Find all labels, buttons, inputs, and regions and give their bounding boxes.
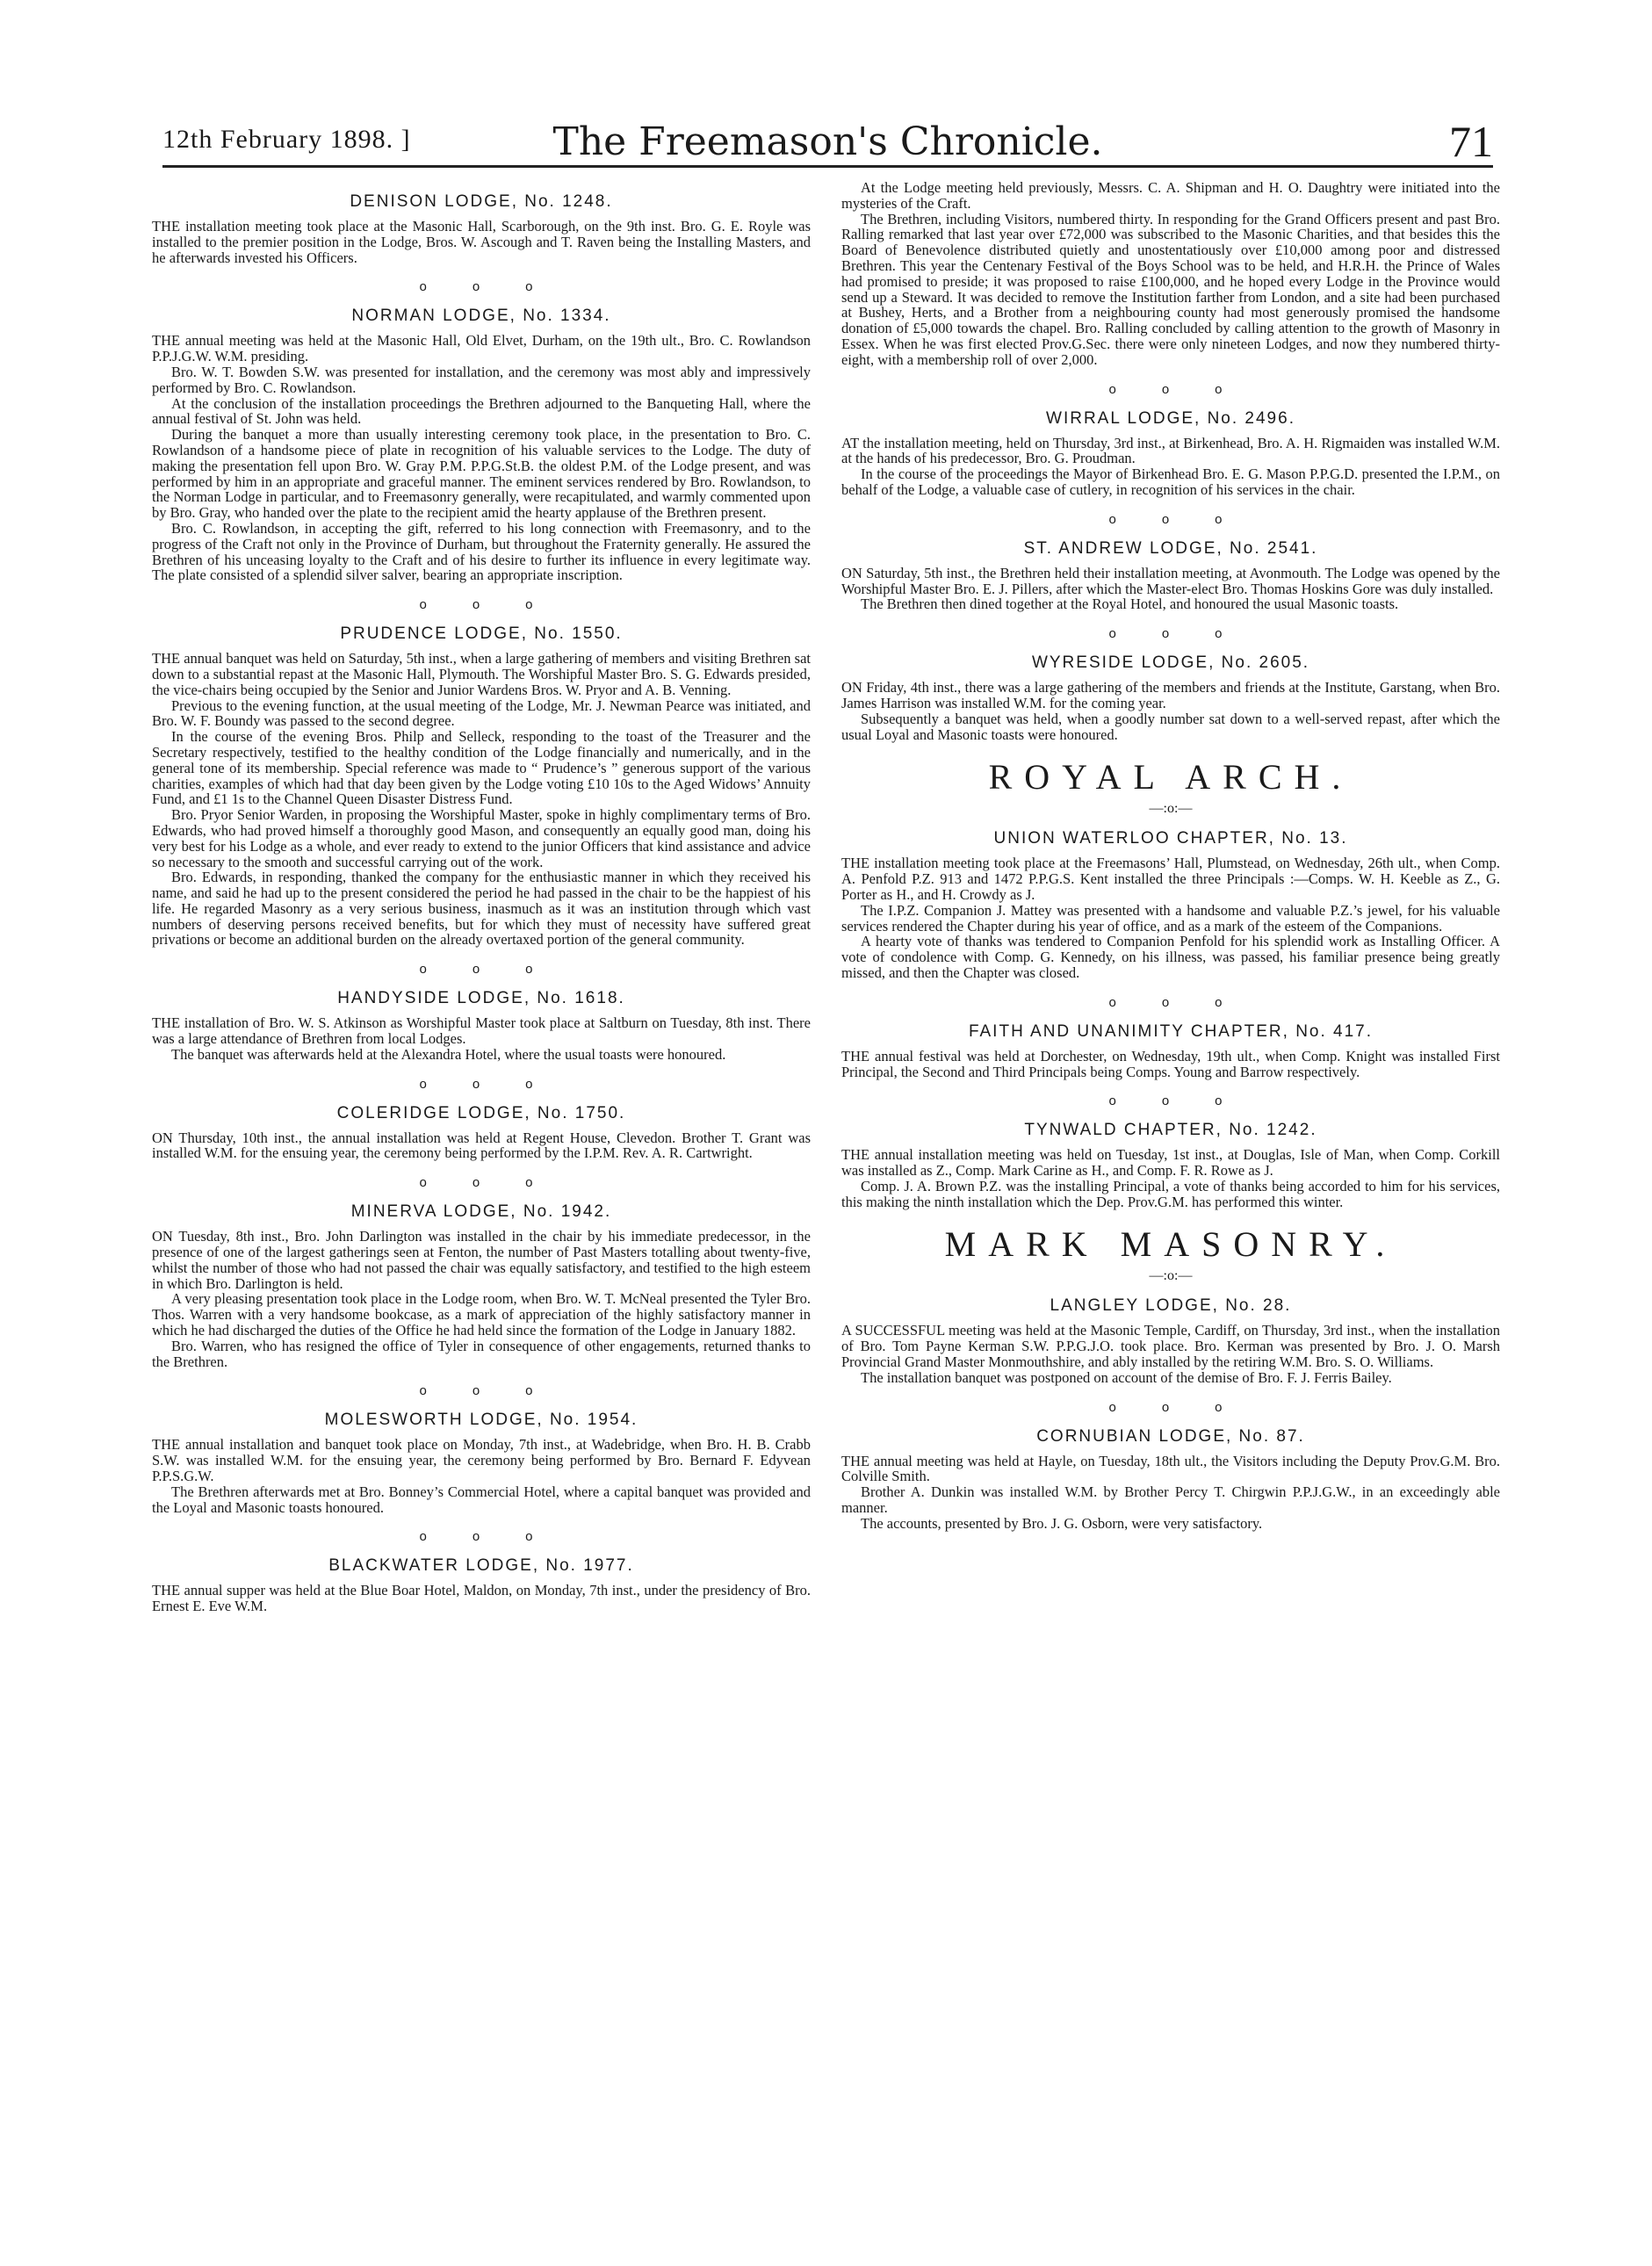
left-column [152,180,811,1614]
article-paragraph: A SUCCESSFUL meeting was held at the Masonic Temple, Cardiff, on Thursday, 3rd inst., when the installation of Bro. Tom Payne Kerman S.W. P.P.G.J.O. took place. Bro. Kerman was presented by Bro. J. O. Marsh Provincial Grand Master Monmouthshire, and ably installed by the retiring W.M. Bro. S. O. Williams. [841,1322,1500,1371]
lodge-heading: TYNWALD CHAPTER, No. 1242. [1024,1121,1317,1140]
article-paragraph: ON Thursday, 10th inst., the annual installation was held at Regent House, Clevedon. Brother T. Grant was installed W.M. for the ensuing year, the ceremony being performed by the I.P.M. Rev. A. R. Cartwright. [152,1129,811,1162]
article-paragraph: ON Saturday, 5th inst., the Brethren held their installation meeting, at Avonmouth. The Lodge was opened by the Worshipful Master Bro. E. J. Pillers, after which the Master-elect Bro. Thomas Hoskins Gore was duly installed. [841,564,1500,597]
section-divider: ooo [419,1175,579,1191]
section-divider: ooo [419,962,579,978]
article-paragraph: THE annual meeting was held at Hayle, on Tuesday, 18th ult., the Visitors including the Deputy Prov.G.M. Bro. Colville Smith. [841,1452,1500,1485]
article-paragraph: During the banquet a more than usually interesting ceremony took place, in the presentation to Bro. C. Rowlandson of a handsome piece of plate in recognition of his valuable services to the Lodge. The duty of making the presentation fell upon Bro. W. Gray P.M. P.P.G.St.B. the oldest P.M. of the Lodge present, and was performed by him in an appropriate and graceful manner. The eminent services rendered by Bro. Rowlandson, to the Norman Lodge in particular, and to Freemasonry generally, were recapitulated, and warmly commented upon by Bro. Gray, who handed over the plate to the recipient amid the hearty applause of the Brethren present. [152,426,811,522]
lodge-heading: UNION WATERLOO CHAPTER, No. 13. [993,829,1348,848]
article-paragraph: A hearty vote of thanks was tendered to Companion Penfold for his splendid work as Installing Officer. A vote of condolence with Comp. G. Kennedy, on his illness, was passed, his familiar presence being greatly missed, and then the Chapter was closed. [841,933,1500,981]
article-paragraph: The installation banquet was postponed on account of the demise of Bro. F. J. Ferris Bailey. [861,1368,1392,1386]
article-paragraph: Bro. W. T. Bowden S.W. was presented for installation, and the ceremony was most ably and impressively performed by Bro. C. Rowlandson. [152,363,811,396]
article-paragraph: A very pleasing presentation took place in the Lodge room, when Bro. W. T. McNeal presented the Tyler Bro. Thos. Warren with a very handsome bookcase, as a mark of appreciation of the highly satisfactory manner in which he had discharged the duties of the Office he had held since the formation of the Lodge in January 1882. [152,1290,811,1339]
article-paragraph: In the course of the proceedings the Mayor of Birkenhead Bro. E. G. Mason P.P.G.D. presented the I.P.M., on behalf of the Lodge, a valuable case of cutlery, in recognition of his services in the chair. [841,465,1500,498]
article-section [841,995,1500,1080]
article-paragraph: The Brethren, including Visitors, numbered thirty. In responding for the Grand Officers present and past Bro. Ralling remarked that last year over £72,000 was subscribed to the Masonic Charities, and that besides this the Board of Benevolence distributed quietly and unostentatiously over £10,000 among poor and distressed Brethren. This year the Centenary Festival of the Boys School was to be held, and H.R.H. the Prince of Wales had promised to preside; it was proposed to raise £100,000, and he hoped every Lodge in the Province would send up a Steward. It was decided to remove the Institution farther from London, and a site had been purchased at Bushey, Herts, and a Brother from a neighbouring county had most generously promised the handsome donation of £5,000 towards the chapel. Bro. Ralling concluded by calling attention to the growth of Masonry in Essex. When he was first elected Prov.G.Sec. there were only nineteen Lodges, and now they numbered thirty-eight, with a membership roll of over 2,000. [841,210,1500,368]
article-section [841,1093,1500,1209]
lodge-heading: CORNUBIAN LODGE, No. 87. [1036,1426,1305,1446]
article-section [841,180,1500,368]
article-section [841,1296,1500,1385]
article-paragraph: In the course of the evening Bros. Philp and Selleck, responding to the toast of the Treasurer and the Secretary respectively, testified to the healthy condition of the Lodge financially and numerically, and in the general tone of its membership. Special reference was made to “ Prudence’s ” generous support of the various charities, examples of which had that day been given by the Lodge voting £10 10s to the Aged Widows’ Annuity Fund, and £1 1s to the Channel Queen Disaster Distress Fund. [152,728,811,808]
lodge-heading: FAITH AND UNANIMITY CHAPTER, No. 417. [968,1021,1374,1041]
article-paragraph: THE annual festival was held at Dorchester, on Wednesday, 19th ult., when Comp. Knight was installed First Principal, the Second and Third Principals being Comps. Young and Barrow respectively. [841,1047,1500,1080]
section-divider: ooo [1108,1093,1268,1109]
article-section [152,1529,811,1614]
article-section [152,279,811,583]
article-paragraph: ON Tuesday, 8th inst., Bro. John Darlington was installed in the chair by his immediate predecessor, in the presence of one of the largest gatherings seen at Fenton, the number of Past Masters totalling about twenty-five, whilst the number of those who had not passed the chair was equally satisfactory, and testified to the high esteem in which Bro. Darlington is held. [152,1228,811,1292]
article-section [841,829,1500,980]
article-section [841,756,1500,817]
section-divider: ooo [1108,994,1268,1010]
page-number: 71 [1449,117,1493,166]
lodge-heading: DENISON LODGE, No. 1248. [350,192,613,211]
article-section [152,1077,811,1162]
section-divider: ooo [419,1529,579,1545]
article-paragraph: THE installation meeting took place at the Freemasons’ Hall, Plumstead, on Wednesday, 26th ult., when Comp. A. Penfold P.Z. 913 and 1472 P.P.G.S. Kent installed the three Principals :—Comps. W. H. Keeble as Z., G. Porter as H., and H. Crowdy as J. [841,855,1500,903]
article-paragraph: THE annual meeting was held at the Masonic Hall, Old Elvet, Durham, on the 19th ult., Bro. C. Rowlandson P.P.J.G.W. W.M. presiding. [152,332,811,365]
article-section [152,1383,811,1515]
section-divider: ooo [1108,1399,1268,1415]
article-paragraph: The accounts, presented by Bro. J. G. Osborn, were very satisfactory. [861,1514,1263,1532]
department-ornament: —:o:— [1149,1268,1193,1284]
article-paragraph: At the Lodge meeting held previously, Messrs. C. A. Shipman and H. O. Daughtry were initiated into the mysteries of the Craft. [841,179,1500,212]
right-column [841,180,1500,1532]
article-paragraph: Bro. Pryor Senior Warden, in proposing the Worshipful Master, spoke in highly complimentary terms of Bro. Edwards, who had proved himself a thoroughly good Mason, and consequently an equally good man, doing his very best for his Lodge as a whole, and ever ready to extend to the junior Officers that kind assistance and advice so necessary to the smooth and successful carrying out of the work. [152,806,811,870]
article-section [841,512,1500,612]
article-paragraph: Brother A. Dunkin was installed W.M. by Brother Percy T. Chirgwin P.P.J.G.W., in an exceedingly able manner. [841,1483,1500,1517]
article-paragraph: Subsequently a banquet was held, when a goodly number sat down to a well-served repast, after which the usual Loyal and Masonic toasts were honoured. [841,710,1500,743]
article-section [152,192,811,265]
article-paragraph: The I.P.Z. Companion J. Mattey was presented with a handsome and valuable P.Z.’s jewel, for his valuable services rendered the Chapter during his year of office, and as a mark of the esteem of the Companions. [841,901,1500,935]
article-section [152,1175,811,1369]
lodge-heading: WIRRAL LODGE, No. 2496. [1046,408,1295,428]
article-paragraph: THE annual supper was held at the Blue Boar Hotel, Maldon, on Monday, 7th inst., under the presidency of Bro. Ernest E. Eve W.M. [152,1582,811,1615]
lodge-heading: HANDYSIDE LODGE, No. 1618. [337,989,625,1008]
article-paragraph: THE installation meeting took place at the Masonic Hall, Scarborough, on the 9th inst. Bro. G. E. Royle was installed to the premier position in the Lodge, Bros. W. Ascough and T. Raven being the Installing Masters, and he afterwards invested his Officers. [152,218,811,266]
article-paragraph: THE annual banquet was held on Saturday, 5th inst., when a large gathering of members and visiting Brethren sat down to a substantial repast at the Masonic Hall, Plymouth. The Worshipful Master Bro. S. G. Edwards presided, the vice-chairs being occupied by the Senior and Junior Wardens Bros. W. Pryor and A. B. Venning. [152,650,811,698]
section-divider: ooo [419,279,579,295]
issue-date: 12th February 1898. ] [162,125,411,154]
lodge-heading: COLERIDGE LODGE, No. 1750. [336,1103,626,1122]
lodge-heading: PRUDENCE LODGE, No. 1550. [340,624,623,644]
article-paragraph: Comp. J. A. Brown P.Z. was the installing Principal, a vote of thanks being accorded to him for his services, this making the ninth installation which the Dep. Prov.G.M. has performed this winter. [841,1177,1500,1210]
section-divider: ooo [419,1076,579,1092]
article-paragraph: Bro. Edwards, in responding, thanked the company for the enthusiastic manner in which they received his name, and said he had up to the present considered the period he had passed in the chair to be the happiest of his life. He regarded Masonry as a very serious business, inasmuch as it was an institution through which vast numbers of deserving persons received benefits, but for which they must of necessity have suffered great privations or become an additional burden on the already overtaxed portion of the general community. [152,869,811,949]
article-paragraph: THE annual installation and banquet took place on Monday, 7th inst., at Wadebridge, when Bro. H. B. Crabb S.W. was installed W.M. for the ensuing year, the ceremony being performed by Bro. Bernard F. Edyvean P.P.S.G.W. [152,1436,811,1485]
department-heading: ROYAL ARCH. [988,757,1353,797]
article-paragraph: THE annual installation meeting was held on Tuesday, 1st inst., at Douglas, Isle of Man, when Comp. Corkill was installed as Z., Comp. Mark Carine as H., and Comp. F. R. Rowe as J. [841,1146,1500,1180]
section-divider: ooo [419,1383,579,1399]
lodge-heading: WYRESIDE LODGE, No. 2605. [1031,653,1310,673]
masthead-title: The Freemason's Chronicle. [552,119,1103,164]
page-header [162,117,1493,168]
section-divider: ooo [419,597,579,613]
department-heading: MARK MASONRY. [944,1224,1397,1265]
article-paragraph: The Brethren afterwards met at Bro. Bonney’s Commercial Hotel, where a capital banquet was provided and the Loyal and Masonic toasts honoured. [152,1483,811,1516]
section-divider: ooo [1108,626,1268,642]
article-paragraph: AT the installation meeting, held on Thursday, 3rd inst., at Birkenhead, Bro. A. H. Rigmaiden was installed W.M. at the hands of his predecessor, Bro. G. Proudman. [841,434,1500,467]
article-paragraph: ON Friday, 4th inst., there was a large gathering of the members and friends at the Institute, Garstang, when Bro. James Harrison was installed W.M. for the coming year. [841,679,1500,711]
section-divider: ooo [1108,511,1268,527]
lodge-heading: BLACKWATER LODGE, No. 1977. [328,1556,634,1576]
article-paragraph: At the conclusion of the installation proceedings the Brethren adjourned to the Banqueting Hall, where the annual festival of St. John was held. [152,394,811,428]
lodge-heading: LANGLEY LODGE, No. 28. [1050,1296,1292,1316]
article-paragraph: The banquet was afterwards held at the Alexandra Hotel, where the usual toasts were honoured. [171,1045,726,1063]
article-paragraph: THE installation of Bro. W. S. Atkinson as Worshipful Master took place at Saltburn on Tuesday, 8th inst. There was a large attendance of Brethren from local Lodges. [152,1014,811,1048]
article-section [152,962,811,1062]
lodge-heading: MOLESWORTH LODGE, No. 1954. [324,1411,638,1430]
lodge-heading: NORMAN LODGE, No. 1334. [351,307,611,326]
article-paragraph: The Brethren then dined together at the Royal Hotel, and honoured the usual Masonic toasts. [861,595,1399,613]
article-paragraph: Bro. Warren, who has resigned the office of Tyler in consequence of other engagements, returned thanks to the Brethren. [152,1337,811,1370]
article-section [152,597,811,948]
department-ornament: —:o:— [1149,801,1193,817]
article-paragraph: Previous to the evening function, at the usual meeting of the Lodge, Mr. J. Newman Pearce was initiated, and Bro. W. F. Boundy was passed to the second degree. [152,696,811,730]
section-divider: ooo [1108,381,1268,397]
article-section [841,382,1500,498]
article-section [841,1223,1500,1284]
article-paragraph: Bro. C. Rowlandson, in accepting the gift, referred to his long connection with Freemasonry, and to the progress of the Craft not only in the Province of Durham, but throughout the Fraternity generally. He assured the Brethren of his unceasing loyalty to the Craft and of his desire to further its influence in every legitimate way. The plate consisted of a splendid silver salver, bearing an appropriate inscription. [152,519,811,584]
article-section [841,1400,1500,1532]
article-section [841,626,1500,742]
lodge-heading: ST. ANDREW LODGE, No. 2541. [1023,538,1318,558]
lodge-heading: MINERVA LODGE, No. 1942. [350,1202,612,1222]
